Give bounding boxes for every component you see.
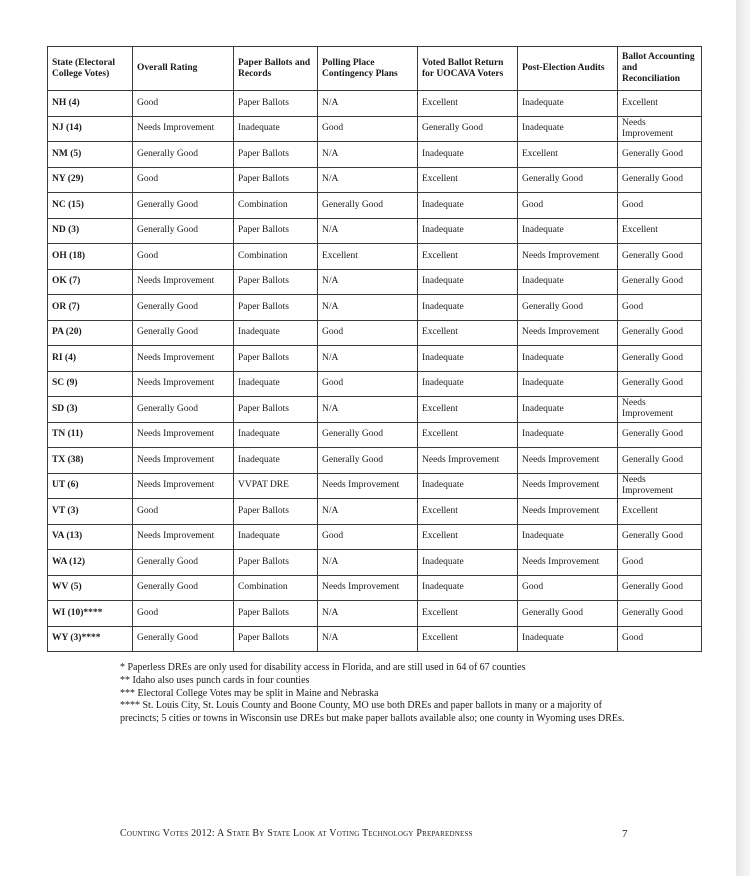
rating-cell: Needs Improvement xyxy=(133,448,234,474)
rating-cell: Combination xyxy=(234,244,318,270)
table-row xyxy=(48,626,702,652)
rating-cell: Inadequate xyxy=(234,422,318,448)
rating-cell: N/A xyxy=(318,601,418,627)
state-cell: ND (3) xyxy=(48,218,133,244)
table-row xyxy=(48,218,702,244)
rating-cell: Paper Ballots xyxy=(234,167,318,193)
table-row xyxy=(48,371,702,397)
rating-cell: Inadequate xyxy=(418,295,518,321)
rating-cell: Good xyxy=(618,295,702,321)
rating-cell: Good xyxy=(133,601,234,627)
rating-cell: Generally Good xyxy=(133,575,234,601)
table-row xyxy=(48,473,702,499)
rating-cell: Excellent xyxy=(318,244,418,270)
rating-cell: Paper Ballots xyxy=(234,91,318,117)
ratings-table xyxy=(47,46,702,652)
rating-cell: Generally Good xyxy=(518,295,618,321)
footnote: ** Idaho also uses punch cards in four counties xyxy=(120,674,310,686)
rating-cell: Needs Improvement xyxy=(518,448,618,474)
rating-cell: Paper Ballots xyxy=(234,142,318,168)
rating-cell: Needs Improvement xyxy=(618,116,702,142)
rating-cell: Generally Good xyxy=(133,193,234,219)
rating-cell: N/A xyxy=(318,167,418,193)
table-row xyxy=(48,295,702,321)
rating-cell: Generally Good xyxy=(318,448,418,474)
rating-cell: Excellent xyxy=(418,167,518,193)
rating-cell: Needs Improvement xyxy=(133,116,234,142)
column-header: State (Electoral College Votes) xyxy=(48,47,133,91)
rating-cell: Needs Improvement xyxy=(518,244,618,270)
column-header: Paper Ballots and Records xyxy=(234,47,318,91)
rating-cell: Needs Improvement xyxy=(318,575,418,601)
rating-cell: Inadequate xyxy=(418,346,518,372)
rating-cell: Inadequate xyxy=(418,218,518,244)
rating-cell: Generally Good xyxy=(618,346,702,372)
footnotes xyxy=(120,662,640,726)
rating-cell: Inadequate xyxy=(518,422,618,448)
state-cell: PA (20) xyxy=(48,320,133,346)
rating-cell: Excellent xyxy=(418,244,518,270)
rating-cell: Excellent xyxy=(418,422,518,448)
rating-cell: Needs Improvement xyxy=(518,320,618,346)
rating-cell: N/A xyxy=(318,142,418,168)
table-body xyxy=(48,91,702,652)
rating-cell: N/A xyxy=(318,346,418,372)
rating-cell: Inadequate xyxy=(418,193,518,219)
rating-cell: Excellent xyxy=(418,601,518,627)
table-row xyxy=(48,550,702,576)
rating-cell: Good xyxy=(618,193,702,219)
rating-cell: Inadequate xyxy=(234,448,318,474)
state-cell: VA (13) xyxy=(48,524,133,550)
rating-cell: Inadequate xyxy=(518,116,618,142)
state-cell: NC (15) xyxy=(48,193,133,219)
rating-cell: Good xyxy=(518,575,618,601)
rating-cell: Good xyxy=(318,320,418,346)
rating-cell: Generally Good xyxy=(133,320,234,346)
rating-cell: Good xyxy=(133,244,234,270)
rating-cell: Excellent xyxy=(618,91,702,117)
rating-cell: Inadequate xyxy=(518,91,618,117)
rating-cell: Generally Good xyxy=(618,269,702,295)
rating-cell: Paper Ballots xyxy=(234,397,318,423)
rating-cell: Inadequate xyxy=(518,346,618,372)
rating-cell: Generally Good xyxy=(618,320,702,346)
table-row xyxy=(48,116,702,142)
rating-cell: Inadequate xyxy=(234,371,318,397)
table-row xyxy=(48,320,702,346)
page-number: 7 xyxy=(622,828,628,840)
rating-cell: Generally Good xyxy=(418,116,518,142)
state-cell: OR (7) xyxy=(48,295,133,321)
rating-cell: N/A xyxy=(318,499,418,525)
table-row xyxy=(48,244,702,270)
rating-cell: Excellent xyxy=(618,218,702,244)
rating-cell: Good xyxy=(318,524,418,550)
rating-cell: Needs Improvement xyxy=(618,473,702,499)
rating-cell: Generally Good xyxy=(133,550,234,576)
table-header-row xyxy=(48,47,702,91)
state-cell: WI (10)**** xyxy=(48,601,133,627)
table-row xyxy=(48,346,702,372)
rating-cell: Needs Improvement xyxy=(133,346,234,372)
state-cell: SC (9) xyxy=(48,371,133,397)
rating-cell: Generally Good xyxy=(133,218,234,244)
rating-cell: Needs Improvement xyxy=(518,473,618,499)
table-row xyxy=(48,448,702,474)
rating-cell: Excellent xyxy=(418,320,518,346)
state-cell: NJ (14) xyxy=(48,116,133,142)
page-edge xyxy=(736,0,750,876)
rating-cell: Generally Good xyxy=(618,422,702,448)
state-cell: NY (29) xyxy=(48,167,133,193)
rating-cell: Inadequate xyxy=(518,524,618,550)
table-row xyxy=(48,397,702,423)
rating-cell: Inadequate xyxy=(418,473,518,499)
rating-cell: Inadequate xyxy=(418,142,518,168)
rating-cell: Generally Good xyxy=(133,626,234,652)
footnote: **** St. Louis City, St. Louis County and Boone County, MO use both DREs and paper ballots in many or a majority of precincts; 5 cities or towns in Wisconsin use DREs but make paper ballots available also; one county in Wyoming uses DREs. xyxy=(120,700,625,725)
state-cell: UT (6) xyxy=(48,473,133,499)
rating-cell: Inadequate xyxy=(518,626,618,652)
rating-cell: Paper Ballots xyxy=(234,626,318,652)
table-row xyxy=(48,601,702,627)
rating-cell: Needs Improvement xyxy=(518,499,618,525)
running-footer: Counting Votes 2012: A State By State Look at Voting Technology Preparedness xyxy=(120,828,473,839)
state-cell: VT (3) xyxy=(48,499,133,525)
rating-cell: Generally Good xyxy=(618,371,702,397)
rating-cell: Needs Improvement xyxy=(133,524,234,550)
rating-cell: Inadequate xyxy=(234,524,318,550)
rating-cell: Inadequate xyxy=(518,371,618,397)
rating-cell: Combination xyxy=(234,193,318,219)
column-header: Ballot Accounting and Reconciliation xyxy=(618,47,702,91)
rating-cell: Paper Ballots xyxy=(234,550,318,576)
state-cell: SD (3) xyxy=(48,397,133,423)
rating-cell: N/A xyxy=(318,550,418,576)
rating-cell: Good xyxy=(618,626,702,652)
rating-cell: N/A xyxy=(318,91,418,117)
rating-cell: Excellent xyxy=(618,499,702,525)
rating-cell: Needs Improvement xyxy=(133,473,234,499)
rating-cell: N/A xyxy=(318,269,418,295)
rating-cell: N/A xyxy=(318,295,418,321)
rating-cell: Good xyxy=(133,91,234,117)
rating-cell: Inadequate xyxy=(234,320,318,346)
rating-cell: Inadequate xyxy=(418,269,518,295)
footnote: * Paperless DREs are only used for disability access in Florida, and are still used in 64 of 67 counties xyxy=(120,662,526,673)
rating-cell: Paper Ballots xyxy=(234,601,318,627)
rating-cell: Inadequate xyxy=(418,575,518,601)
rating-cell: Good xyxy=(133,167,234,193)
rating-cell: Inadequate xyxy=(518,397,618,423)
rating-cell: Needs Improvement xyxy=(318,473,418,499)
rating-cell: Generally Good xyxy=(618,448,702,474)
rating-cell: Good xyxy=(133,499,234,525)
rating-cell: Paper Ballots xyxy=(234,499,318,525)
rating-cell: Inadequate xyxy=(518,218,618,244)
rating-cell: Generally Good xyxy=(133,397,234,423)
column-header: Polling Place Contingency Plans xyxy=(318,47,418,91)
rating-cell: Needs Improvement xyxy=(133,371,234,397)
rating-cell: Needs Improvement xyxy=(618,397,702,423)
state-cell: TX (38) xyxy=(48,448,133,474)
rating-cell: Inadequate xyxy=(418,371,518,397)
state-cell: WA (12) xyxy=(48,550,133,576)
rating-cell: Excellent xyxy=(418,397,518,423)
rating-cell: Excellent xyxy=(418,626,518,652)
rating-cell: Good xyxy=(518,193,618,219)
state-cell: OK (7) xyxy=(48,269,133,295)
state-cell: OH (18) xyxy=(48,244,133,270)
rating-cell: Needs Improvement xyxy=(133,269,234,295)
rating-cell: Needs Improvement xyxy=(518,550,618,576)
rating-cell: N/A xyxy=(318,218,418,244)
column-header: Voted Ballot Return for UOCAVA Voters xyxy=(418,47,518,91)
column-header: Post-Election Audits xyxy=(518,47,618,91)
table-row xyxy=(48,575,702,601)
rating-cell: Generally Good xyxy=(618,167,702,193)
state-cell: WY (3)**** xyxy=(48,626,133,652)
state-cell: NH (4) xyxy=(48,91,133,117)
rating-cell: Generally Good xyxy=(618,244,702,270)
state-cell: RI (4) xyxy=(48,346,133,372)
rating-cell: Paper Ballots xyxy=(234,218,318,244)
column-header: Overall Rating xyxy=(133,47,234,91)
rating-cell: N/A xyxy=(318,626,418,652)
table-row xyxy=(48,524,702,550)
table-row xyxy=(48,269,702,295)
rating-cell: Excellent xyxy=(518,142,618,168)
rating-cell: Good xyxy=(318,371,418,397)
rating-cell: Generally Good xyxy=(618,142,702,168)
rating-cell: Generally Good xyxy=(318,193,418,219)
state-cell: WV (5) xyxy=(48,575,133,601)
rating-cell: Generally Good xyxy=(518,167,618,193)
rating-cell: N/A xyxy=(318,397,418,423)
footnote: *** Electoral College Votes may be split in Maine and Nebraska xyxy=(120,687,379,699)
rating-cell: Generally Good xyxy=(518,601,618,627)
table-row xyxy=(48,91,702,117)
table-row xyxy=(48,193,702,219)
rating-cell: Generally Good xyxy=(133,142,234,168)
rating-cell: Generally Good xyxy=(618,601,702,627)
rating-cell: Generally Good xyxy=(133,295,234,321)
table-row xyxy=(48,422,702,448)
rating-cell: Inadequate xyxy=(234,116,318,142)
rating-cell: Paper Ballots xyxy=(234,295,318,321)
rating-cell: Combination xyxy=(234,575,318,601)
state-cell: NM (5) xyxy=(48,142,133,168)
rating-cell: Excellent xyxy=(418,91,518,117)
state-cell: TN (11) xyxy=(48,422,133,448)
table-row xyxy=(48,142,702,168)
rating-cell: Inadequate xyxy=(418,550,518,576)
rating-cell: Needs Improvement xyxy=(418,448,518,474)
rating-cell: Excellent xyxy=(418,524,518,550)
rating-cell: Paper Ballots xyxy=(234,269,318,295)
table-row xyxy=(48,499,702,525)
rating-cell: Paper Ballots xyxy=(234,346,318,372)
rating-cell: Inadequate xyxy=(518,269,618,295)
table-row xyxy=(48,167,702,193)
rating-cell: Generally Good xyxy=(618,575,702,601)
rating-cell: Needs Improvement xyxy=(133,422,234,448)
rating-cell: Generally Good xyxy=(618,524,702,550)
rating-cell: Good xyxy=(618,550,702,576)
rating-cell: Good xyxy=(318,116,418,142)
rating-cell: VVPAT DRE xyxy=(234,473,318,499)
rating-cell: Excellent xyxy=(418,499,518,525)
rating-cell: Generally Good xyxy=(318,422,418,448)
